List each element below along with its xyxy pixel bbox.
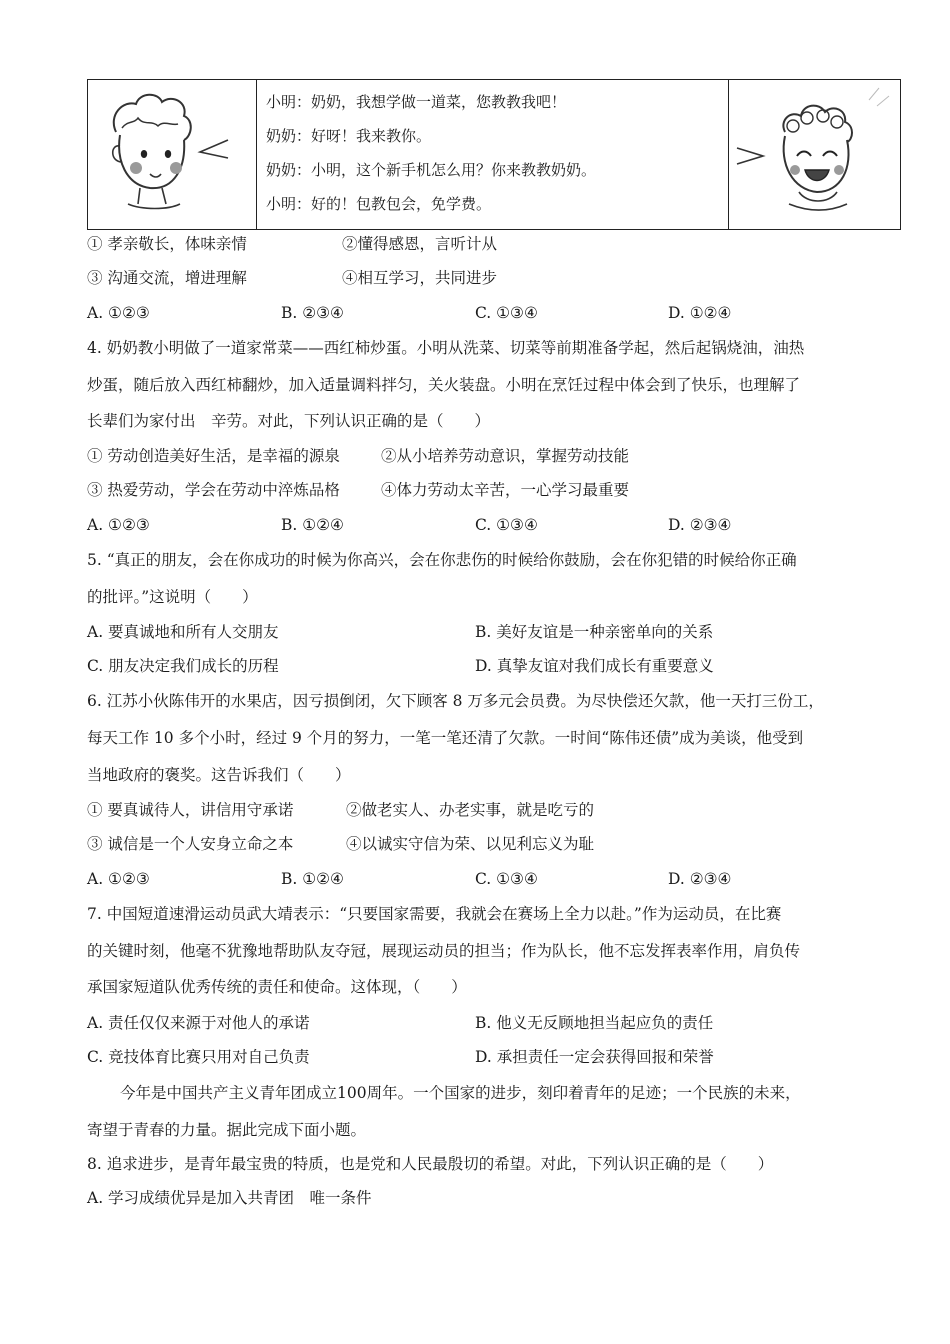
q7-option-d[interactable]: D. 承担责任一定会获得回报和荣誉 bbox=[475, 1048, 714, 1066]
q4-statement-1: ① 劳动创造美好生活，是幸福的源泉 bbox=[87, 447, 340, 465]
q4-statement-4: ④体力劳动太辛苦，一心学习最重要 bbox=[381, 481, 630, 499]
q7-option-b[interactable]: B. 他义无反顾地担当起应负的责任 bbox=[475, 1014, 714, 1032]
dialog-line-1: 小明：奶奶，我想学做一道菜，您教教我吧！ bbox=[266, 93, 567, 111]
q3-statement-1: ① 孝亲敬长，体味亲情 bbox=[87, 235, 247, 253]
q7-stem-line-3: 承国家短道队优秀传统的责任和使命。这体现，（ ） bbox=[87, 978, 467, 996]
q6-stem-line-1: 6. 江苏小伙陈伟开的水果店，因亏损倒闭，欠下顾客 8 万多元会员费。为尽快偿还欠款，他一天打三份工， bbox=[87, 692, 824, 710]
q3-option-c[interactable]: C. ①③④ bbox=[475, 304, 538, 322]
dialog-line-2: 奶奶：好呀！我来教你。 bbox=[266, 127, 432, 145]
q3-statement-3: ③ 沟通交流，增进理解 bbox=[87, 269, 247, 287]
q4-stem-line-1: 4. 奶奶教小明做了一道家常菜——西红柿炒蛋。小明从洗菜、切菜等前期准备学起，然后起锅烧油，油热 bbox=[87, 339, 805, 357]
q4-statement-2: ②从小培养劳动意识，掌握劳动技能 bbox=[381, 447, 630, 465]
q6-option-d[interactable]: D. ②③④ bbox=[668, 870, 732, 888]
q4-option-c[interactable]: C. ①③④ bbox=[475, 516, 538, 534]
q4-stem-line-3: 长辈们为家付出 辛劳。对此，下列认识正确的是（ ） bbox=[87, 412, 491, 430]
q4-stem-line-2: 炒蛋，随后放入西红柿翻炒，加入适量调料拌匀，关火装盘。小明在烹饪过程中体会到了快乐，也理解了 bbox=[87, 376, 801, 394]
q7-option-a[interactable]: A. 责任仅仅来源于对他人的承诺 bbox=[87, 1014, 310, 1032]
q7-stem-line-1: 7. 中国短道速滑运动员武大靖表示：“只要国家需要，我就会在赛场上全力以赴。”作为运动员，在比赛 bbox=[87, 905, 782, 923]
dialog-table bbox=[87, 79, 901, 230]
q4-statement-3: ③ 热爱劳动，学会在劳动中淬炼品格 bbox=[87, 481, 340, 499]
q6-statement-1: ① 要真诚待人，讲信用守承诺 bbox=[87, 801, 294, 819]
q5-stem-line-2: 的批评。”这说明（ ） bbox=[87, 588, 258, 606]
q7-option-c[interactable]: C. 竞技体育比赛只用对自己负责 bbox=[87, 1048, 310, 1066]
q4-option-d[interactable]: D. ②③④ bbox=[668, 516, 732, 534]
q6-statement-2: ②做老实人、办老实事，就是吃亏的 bbox=[346, 801, 595, 819]
q6-statement-4: ④以诚实守信为荣、以见利忘义为耻 bbox=[346, 835, 595, 853]
q4-option-b[interactable]: B. ①②④ bbox=[281, 516, 344, 534]
boy-cartoon-cell bbox=[88, 80, 257, 229]
dialog-text-cell bbox=[256, 80, 729, 229]
q6-stem-line-2: 每天工作 10 多个小时，经过 9 个月的努力，一笔一笔还清了欠款。一时间“陈伟还债”成为美谈，他受到 bbox=[87, 729, 804, 747]
q6-stem-line-3: 当地政府的褒奖。这告诉我们（ ） bbox=[87, 766, 351, 784]
q5-option-d[interactable]: D. 真挚友谊对我们成长有重要意义 bbox=[475, 657, 714, 675]
q8-option-a[interactable]: A. 学习成绩优异是加入共青团 唯一条件 bbox=[87, 1189, 372, 1207]
q5-stem-line-1: 5. “真正的朋友，会在你成功的时候为你高兴，会在你悲伤的时候给你鼓励，会在你犯错的时候给你正确 bbox=[87, 551, 797, 569]
q6-option-b[interactable]: B. ①②④ bbox=[281, 870, 344, 888]
q7-stem-line-2: 的关键时刻，他毫不犹豫地帮助队友夺冠，展现运动员的担当；作为队长，他不忘发挥表率作用，肩负传 bbox=[87, 942, 801, 960]
q5-option-a[interactable]: A. 要真诚地和所有人交朋友 bbox=[87, 623, 279, 641]
q6-option-a[interactable]: A. ①②③ bbox=[87, 870, 150, 888]
intro-line-1: 今年是中国共产主义青年团成立100周年。一个国家的进步，刻印着青年的足迹；一个民族的未来， bbox=[120, 1084, 801, 1102]
grandma-cartoon-cell bbox=[729, 80, 900, 229]
q5-option-b[interactable]: B. 美好友谊是一种亲密单向的关系 bbox=[475, 623, 714, 641]
q3-option-a[interactable]: A. ①②③ bbox=[87, 304, 150, 322]
q3-statement-2: ②懂得感恩，言听计从 bbox=[342, 235, 498, 253]
dialog-line-4: 小明：好的！包教包会，免学费。 bbox=[266, 195, 492, 213]
intro-line-2: 寄望于青春的力量。据此完成下面小题。 bbox=[87, 1121, 367, 1139]
q8-stem-line-1: 8. 追求进步，是青年最宝贵的特质，也是党和人民最殷切的希望。对此，下列认识正确的是（ ） bbox=[87, 1155, 774, 1173]
boy-cartoon-icon bbox=[88, 80, 256, 228]
dialog-line-3: 奶奶：小明，这个新手机怎么用？你来教教奶奶。 bbox=[266, 161, 597, 179]
q3-statement-4: ④相互学习，共同进步 bbox=[342, 269, 498, 287]
q5-option-c[interactable]: C. 朋友决定我们成长的历程 bbox=[87, 657, 279, 675]
q6-option-c[interactable]: C. ①③④ bbox=[475, 870, 538, 888]
grandma-cartoon-icon bbox=[729, 80, 900, 228]
q3-option-b[interactable]: B. ②③④ bbox=[281, 304, 344, 322]
q6-statement-3: ③ 诚信是一个人安身立命之本 bbox=[87, 835, 294, 853]
q3-option-d[interactable]: D. ①②④ bbox=[668, 304, 732, 322]
q4-option-a[interactable]: A. ①②③ bbox=[87, 516, 150, 534]
